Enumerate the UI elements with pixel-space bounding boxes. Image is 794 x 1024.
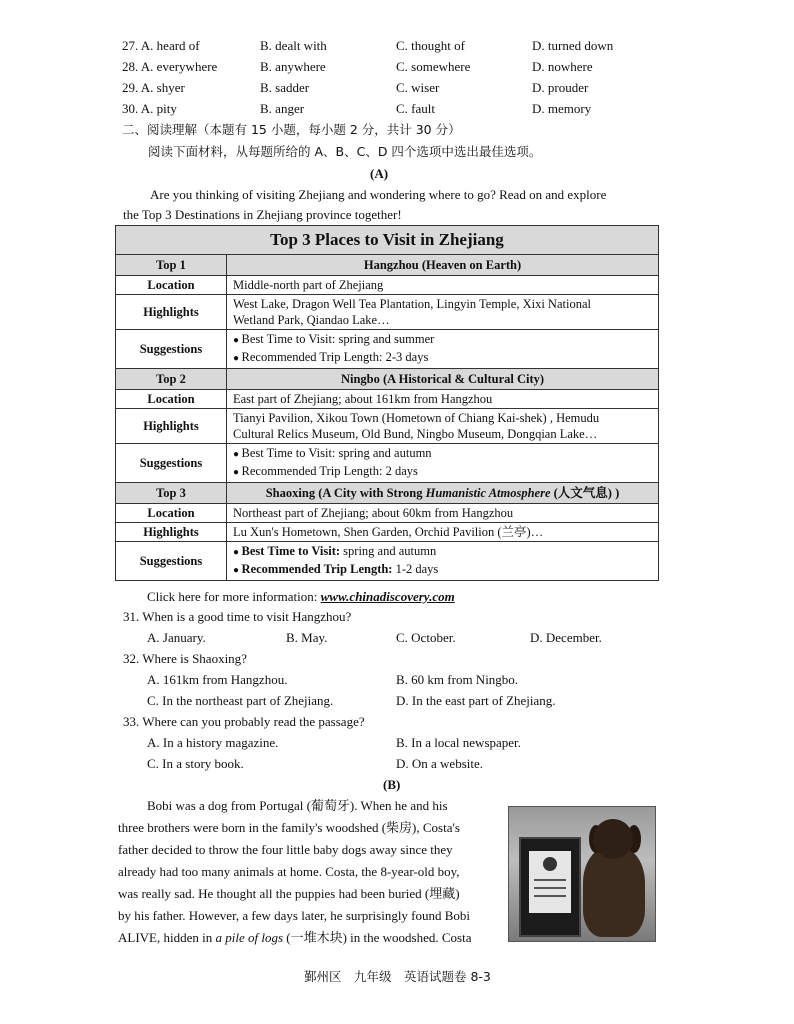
section-heading: 二、阅读理解（本题有 15 小题，每小题 2 分，共计 30 分）	[122, 122, 461, 137]
highlights-label: Highlights	[116, 295, 227, 330]
certificate-frame	[519, 837, 581, 937]
suggestions-label: Suggestions	[116, 330, 227, 369]
highlights-line: Wetland Park, Qiandao Lake…	[233, 313, 390, 327]
option-a: 28. A. everywhere	[122, 59, 218, 74]
q32-option-b: B. 60 km from Ningbo.	[396, 672, 519, 687]
location-label: Location	[116, 504, 227, 523]
place-name-italic: Humanistic Atmosphere	[425, 486, 551, 500]
question-27	[122, 36, 682, 56]
location-label: Location	[116, 276, 227, 295]
page-footer: 鄞州区 九年级 英语试题卷 8-3	[304, 969, 491, 984]
rank-label: Top 1	[116, 255, 227, 276]
q32-option-a: A. 161km from Hangzhou.	[147, 672, 288, 687]
option-c: C. wiser	[396, 80, 440, 95]
location-value: Middle-north part of Zhejiang	[227, 276, 659, 295]
table-row	[116, 295, 659, 330]
table-row	[116, 276, 659, 295]
table-title-row	[116, 226, 659, 255]
table-row	[116, 542, 659, 581]
option-a: 30. A. pity	[122, 101, 177, 116]
best-time: ● Best Time to Visit: spring and summer	[233, 331, 652, 349]
suggestions-label: Suggestions	[116, 444, 227, 483]
dog-photo	[508, 806, 656, 942]
passage-a-label: (A)	[370, 166, 389, 181]
passage-b-line: by his father. However, a few days later, he surprisingly found Bobi	[118, 908, 471, 923]
option-d: D. prouder	[532, 80, 589, 95]
more-info-text: Click here for more information:	[147, 589, 321, 604]
suggestions-value	[227, 330, 659, 369]
option-c: C. somewhere	[396, 59, 471, 74]
passage-a-intro-line1: Are you thinking of visiting Zhejiang and wondering where to go? Read on and explore	[150, 187, 607, 202]
option-d: D. memory	[532, 101, 592, 116]
place-name: Ningbo (A Historical & Cultural City)	[227, 369, 659, 390]
rank-label: Top 3	[116, 483, 227, 504]
option-a: 29. A. shyer	[122, 80, 185, 95]
passage-b-line: ALIVE, hidden in a pile of logs (一堆木块) in the woodshed. Costa	[118, 930, 472, 945]
q31-option-b: B. May.	[286, 630, 328, 645]
place-name: Hangzhou (Heaven on Earth)	[227, 255, 659, 276]
option-d: D. nowhere	[532, 59, 593, 74]
dog-head	[593, 819, 633, 859]
trip-length: ● Recommended Trip Length: 2 days	[233, 463, 652, 481]
table-row	[116, 330, 659, 369]
location-value: East part of Zhejiang; about 161km from Hangzhou	[227, 390, 659, 409]
table-row	[116, 390, 659, 409]
section-instruction: 阅读下面材料，从每题所给的 A、B、C、D 四个选项中选出最佳选项。	[148, 144, 542, 159]
question-31-stem: 31. When is a good time to visit Hangzhou?	[123, 609, 352, 624]
question-32-stem: 32. Where is Shaoxing?	[123, 651, 247, 666]
option-b: B. anger	[260, 101, 305, 116]
passage-a-intro-line2: the Top 3 Destinations in Zhejiang province together!	[123, 207, 402, 222]
best-time: ● Best Time to Visit: spring and autumn	[233, 543, 652, 561]
option-c: C. thought of	[396, 38, 465, 53]
highlights-line: Cultural Relics Museum, Old Bund, Ningbo Museum, Dongqian Lake…	[233, 427, 598, 441]
highlights-label: Highlights	[116, 523, 227, 542]
suggestions-label: Suggestions	[116, 542, 227, 581]
q31-option-c: C. October.	[396, 630, 456, 645]
highlights-label: Highlights	[116, 409, 227, 444]
table-row	[116, 444, 659, 483]
website-link[interactable]: www.chinadiscovery.com	[320, 589, 455, 604]
table-row	[116, 523, 659, 542]
option-a: 27. A. heard of	[122, 38, 200, 53]
place-name	[227, 483, 659, 504]
highlights-value	[227, 409, 659, 444]
q33-option-b: B. In a local newspaper.	[396, 735, 521, 750]
q33-option-d: D. On a website.	[396, 756, 484, 771]
option-c: C. fault	[396, 101, 435, 116]
place-name-suffix: (人文气息) )	[550, 486, 620, 500]
place-name-prefix: Shaoxing (A City with Strong	[265, 486, 426, 500]
dog-body	[583, 847, 645, 937]
highlights-line: Tianyi Pavilion, Xikou Town (Hometown of Chiang Kai-shek) , Hemudu	[233, 411, 600, 425]
passage-b-line: three brothers were born in the family's woodshed (柴房), Costa's	[118, 820, 460, 835]
question-30	[122, 99, 682, 119]
q33-option-c: C. In a story book.	[147, 756, 244, 771]
rank-label: Top 2	[116, 369, 227, 390]
question-33-stem: 33. Where can you probably read the passage?	[123, 714, 365, 729]
option-b: B. anywhere	[260, 59, 326, 74]
q33-option-a: A. In a history magazine.	[147, 735, 279, 750]
highlights-value: Lu Xun's Hometown, Shen Garden, Orchid Pavilion (兰亭)…	[227, 523, 659, 542]
table-row	[116, 409, 659, 444]
q31-option-a: A. January.	[147, 630, 206, 645]
suggestions-value	[227, 444, 659, 483]
trip-length: ● Recommended Trip Length: 1-2 days	[233, 561, 652, 579]
table-row	[116, 504, 659, 523]
q32-option-d: D. In the east part of Zhejiang.	[396, 693, 556, 708]
option-b: B. dealt with	[260, 38, 327, 53]
table-row	[116, 483, 659, 504]
suggestions-value	[227, 542, 659, 581]
best-time: ● Best Time to Visit: spring and autumn	[233, 445, 652, 463]
passage-b-line: father decided to throw the four little baby dogs away since they	[118, 842, 453, 857]
q31-option-d: D. December.	[530, 630, 602, 645]
location-label: Location	[116, 390, 227, 409]
option-d: D. turned down	[532, 38, 614, 53]
table-row	[116, 255, 659, 276]
question-28	[122, 57, 682, 77]
option-b: B. sadder	[260, 80, 310, 95]
table-title: Top 3 Places to Visit in Zhejiang	[116, 226, 659, 255]
table-row	[116, 369, 659, 390]
highlights-value	[227, 295, 659, 330]
location-value: Northeast part of Zhejiang; about 60km from Hangzhou	[227, 504, 659, 523]
passage-b-line: was really sad. He thought all the puppies had been buried (埋藏)	[118, 886, 460, 901]
highlights-line: West Lake, Dragon Well Tea Plantation, Lingyin Temple, Xixi National	[233, 297, 591, 311]
passage-b-line: Bobi was a dog from Portugal (葡萄牙). When he and his	[147, 798, 448, 813]
passage-b-line: already had too many animals at home. Costa, the 8-year-old boy,	[118, 864, 460, 879]
passage-b-label: (B)	[383, 777, 401, 792]
question-29	[122, 78, 682, 98]
q32-option-c: C. In the northeast part of Zhejiang.	[147, 693, 334, 708]
more-info-line	[147, 588, 455, 606]
trip-length: ● Recommended Trip Length: 2-3 days	[233, 349, 652, 367]
destinations-table	[115, 225, 659, 581]
